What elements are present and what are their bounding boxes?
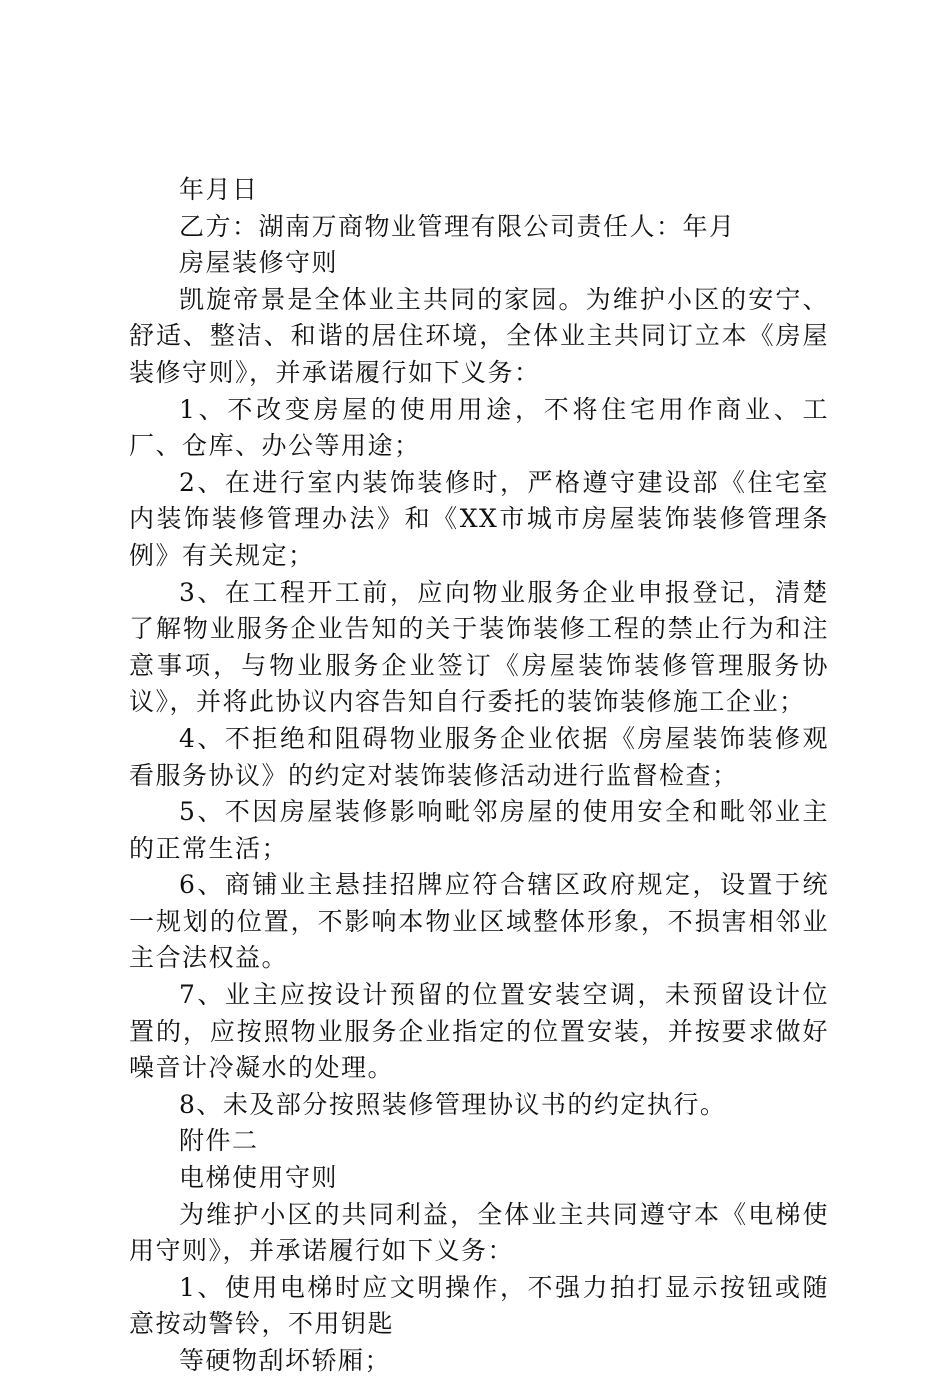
elevator-intro: 为维护小区的共同利益，全体业主共同遵守本《电梯使用守则》，并承诺履行如下义务：	[129, 1199, 829, 1266]
renovation-item-3: 3、在工程开工前，应向物业服务企业申报登记，清楚了解物业服务企业告知的关于装饰装修工程的禁止行为和注意事项，与物业服务企业签订《房屋装饰装修管理服务协议》，并将此协议内容告知自行委托的装饰装修施工企业；	[129, 577, 829, 717]
elevator-title: 电梯使用守则	[179, 1163, 339, 1193]
attachment-label: 附件二	[179, 1126, 259, 1156]
renovation-item-7: 7、业主应按设计预留的位置安装空调，未预留设计位置的，应按照物业服务企业指定的位置安装，并按要求做好噪音计冷凝水的处理。	[129, 980, 829, 1083]
elevator-item-1: 1、使用电梯时应文明操作，不强力拍打显示按钮或随意按动警铃，不用钥匙	[129, 1272, 829, 1339]
renovation-item-6: 6、商铺业主悬挂招牌应符合辖区政府规定，设置于统一规划的位置，不影响本物业区域整体形象，不损害相邻业主合法权益。	[129, 870, 829, 973]
renovation-item-8: 8、未及部分按照装修管理协议书的约定执行。	[179, 1089, 727, 1119]
renovation-title: 房屋装修守则	[179, 248, 339, 278]
party-b-line: 乙方：湖南万商物业管理有限公司责任人：年月	[179, 211, 736, 241]
renovation-item-2: 2、在进行室内装饰装修时，严格遵守建设部《住宅室内装饰装修管理办法》和《XX市城市房屋装饰装修管理条例》有关规定；	[129, 467, 829, 570]
elevator-item-1-continued: 等硬物刮坏轿厢；	[179, 1346, 392, 1375]
renovation-item-5: 5、不因房屋装修影响毗邻房屋的使用安全和毗邻业主的正常生活；	[129, 797, 829, 863]
document-body	[129, 172, 829, 1380]
renovation-intro: 凯旋帝景是全体业主共同的家园。为维护小区的安宁、舒适、整洁、和谐的居住环境，全体业主共同订立本《房屋装修守则》，并承诺履行如下义务：	[129, 284, 829, 387]
renovation-item-1: 1、不改变房屋的使用用途，不将住宅用作商业、工厂、仓库、办公等用途；	[129, 394, 829, 461]
date-line: 年月日	[179, 175, 259, 204]
renovation-item-4: 4、不拒绝和阻碍物业服务企业依据《房屋装饰装修观看服务协议》的约定对装饰装修活动进行监督检查；	[129, 723, 829, 790]
